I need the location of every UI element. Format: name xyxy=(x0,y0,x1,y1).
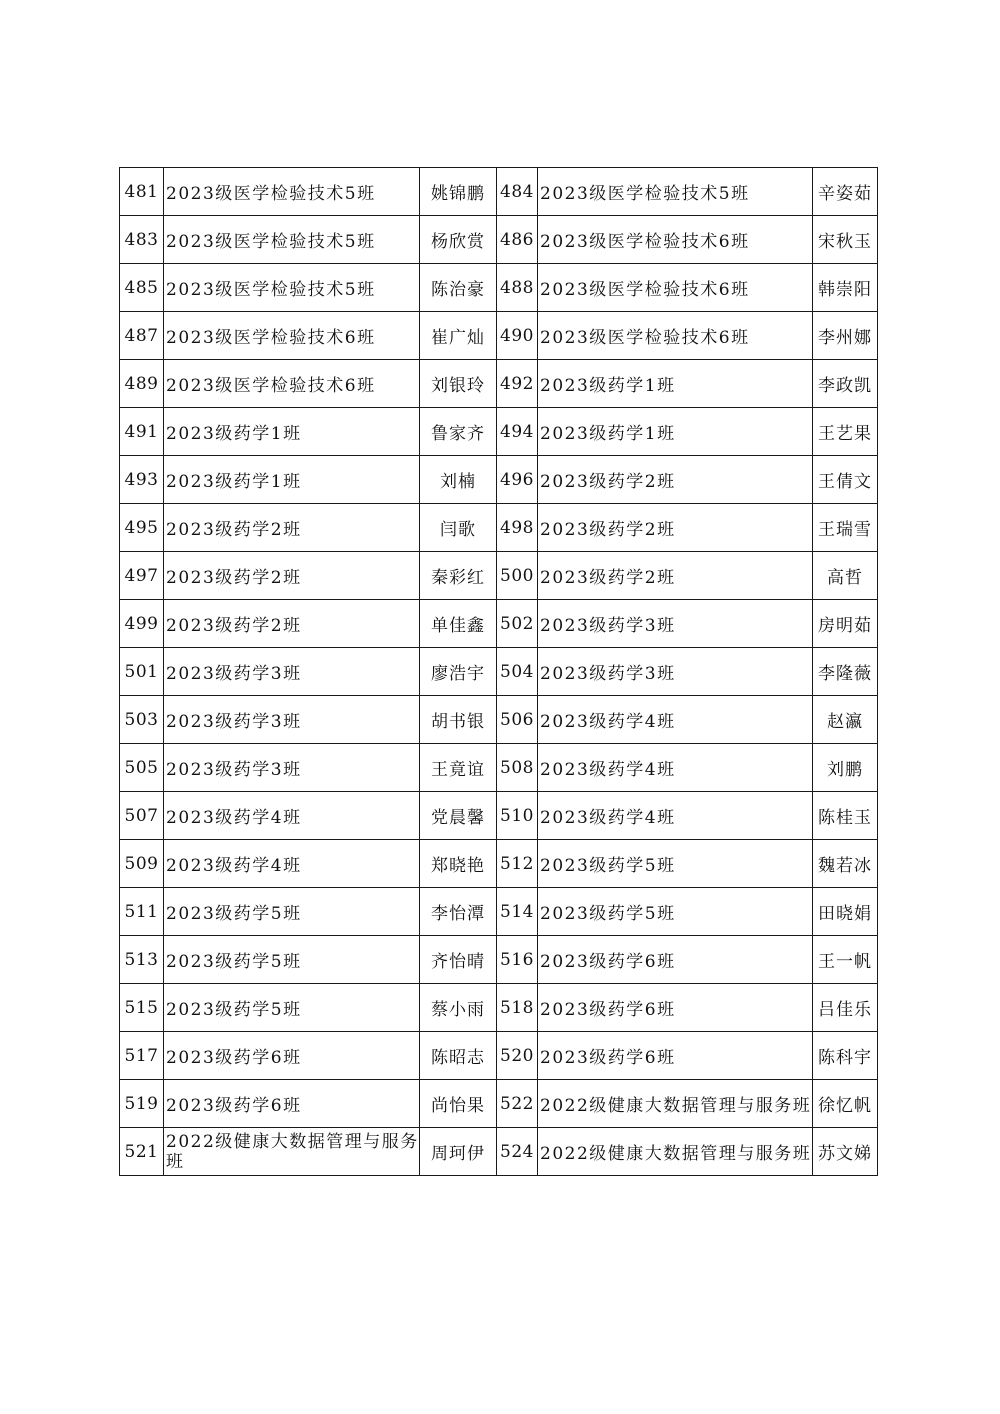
left-entry-number: 501 xyxy=(120,648,164,696)
left-entry-number: 499 xyxy=(120,600,164,648)
left-entry-number: 497 xyxy=(120,552,164,600)
right-entry-class: 2023级药学5班 xyxy=(538,888,813,936)
table-row xyxy=(120,504,878,552)
right-entry-class: 2023级药学2班 xyxy=(538,504,813,552)
left-entry-name: 党晨馨 xyxy=(420,792,497,840)
right-entry-class: 2023级药学2班 xyxy=(538,552,813,600)
right-entry-name: 徐忆帆 xyxy=(813,1080,878,1128)
right-entry-number: 514 xyxy=(497,888,538,936)
left-entry-class: 2023级医学检验技术5班 xyxy=(164,264,420,312)
table-row xyxy=(120,216,878,264)
table-row xyxy=(120,312,878,360)
right-entry-number: 492 xyxy=(497,360,538,408)
table-row xyxy=(120,1032,878,1080)
right-entry-name: 王倩文 xyxy=(813,456,878,504)
left-entry-name: 廖浩宇 xyxy=(420,648,497,696)
right-entry-number: 498 xyxy=(497,504,538,552)
left-entry-class: 2023级药学3班 xyxy=(164,744,420,792)
right-entry-name: 辛姿茹 xyxy=(813,168,878,216)
left-entry-name: 周珂伊 xyxy=(420,1128,497,1176)
right-entry-name: 李政凯 xyxy=(813,360,878,408)
right-entry-name: 陈桂玉 xyxy=(813,792,878,840)
left-entry-number: 483 xyxy=(120,216,164,264)
left-entry-name: 郑晓艳 xyxy=(420,840,497,888)
left-entry-number: 485 xyxy=(120,264,164,312)
left-entry-class: 2023级医学检验技术5班 xyxy=(164,168,420,216)
left-entry-name: 杨欣赏 xyxy=(420,216,497,264)
left-entry-class: 2023级药学5班 xyxy=(164,888,420,936)
left-entry-name: 崔广灿 xyxy=(420,312,497,360)
right-entry-class: 2022级健康大数据管理与服务班 xyxy=(538,1128,813,1176)
right-entry-name: 李州娜 xyxy=(813,312,878,360)
left-entry-number: 517 xyxy=(120,1032,164,1080)
left-entry-class: 2023级药学4班 xyxy=(164,792,420,840)
right-entry-class: 2023级药学6班 xyxy=(538,936,813,984)
table-row xyxy=(120,264,878,312)
left-entry-name: 单佳鑫 xyxy=(420,600,497,648)
right-entry-class: 2023级药学2班 xyxy=(538,456,813,504)
left-entry-class: 2022级健康大数据管理与服务班 xyxy=(164,1128,420,1176)
right-entry-number: 496 xyxy=(497,456,538,504)
left-entry-class: 2023级医学检验技术6班 xyxy=(164,360,420,408)
table-row xyxy=(120,408,878,456)
left-entry-name: 姚锦鹏 xyxy=(420,168,497,216)
roster-table xyxy=(119,167,878,1176)
left-entry-name: 闫歌 xyxy=(420,504,497,552)
right-entry-number: 516 xyxy=(497,936,538,984)
table-row xyxy=(120,840,878,888)
left-entry-class: 2023级药学2班 xyxy=(164,552,420,600)
left-entry-class: 2023级药学6班 xyxy=(164,1080,420,1128)
left-entry-number: 515 xyxy=(120,984,164,1032)
left-entry-name: 尚怡果 xyxy=(420,1080,497,1128)
left-entry-name: 陈昭志 xyxy=(420,1032,497,1080)
left-entry-name: 胡书银 xyxy=(420,696,497,744)
right-entry-name: 刘鹏 xyxy=(813,744,878,792)
left-entry-class: 2023级药学1班 xyxy=(164,408,420,456)
right-entry-number: 494 xyxy=(497,408,538,456)
left-entry-class: 2023级医学检验技术6班 xyxy=(164,312,420,360)
right-entry-number: 518 xyxy=(497,984,538,1032)
right-entry-class: 2023级药学4班 xyxy=(538,792,813,840)
right-entry-class: 2023级药学3班 xyxy=(538,648,813,696)
right-entry-number: 512 xyxy=(497,840,538,888)
left-entry-number: 511 xyxy=(120,888,164,936)
right-entry-name: 宋秋玉 xyxy=(813,216,878,264)
right-entry-number: 504 xyxy=(497,648,538,696)
right-entry-name: 王艺果 xyxy=(813,408,878,456)
right-entry-name: 田晓娟 xyxy=(813,888,878,936)
left-entry-name: 鲁家齐 xyxy=(420,408,497,456)
right-entry-class: 2023级医学检验技术6班 xyxy=(538,312,813,360)
right-entry-number: 486 xyxy=(497,216,538,264)
left-entry-class: 2023级药学3班 xyxy=(164,648,420,696)
table-row xyxy=(120,456,878,504)
left-entry-name: 蔡小雨 xyxy=(420,984,497,1032)
left-entry-number: 505 xyxy=(120,744,164,792)
right-entry-number: 488 xyxy=(497,264,538,312)
right-entry-name: 吕佳乐 xyxy=(813,984,878,1032)
right-entry-number: 508 xyxy=(497,744,538,792)
right-entry-class: 2023级药学4班 xyxy=(538,744,813,792)
right-entry-class: 2023级医学检验技术6班 xyxy=(538,264,813,312)
left-entry-number: 489 xyxy=(120,360,164,408)
left-entry-name: 秦彩红 xyxy=(420,552,497,600)
left-entry-class: 2023级药学1班 xyxy=(164,456,420,504)
right-entry-name: 苏文娣 xyxy=(813,1128,878,1176)
right-entry-class: 2023级医学检验技术6班 xyxy=(538,216,813,264)
left-entry-number: 503 xyxy=(120,696,164,744)
right-entry-name: 王一帆 xyxy=(813,936,878,984)
right-entry-number: 502 xyxy=(497,600,538,648)
table-row xyxy=(120,984,878,1032)
right-entry-class: 2023级药学6班 xyxy=(538,1032,813,1080)
left-entry-number: 495 xyxy=(120,504,164,552)
right-entry-class: 2023级药学6班 xyxy=(538,984,813,1032)
right-entry-number: 490 xyxy=(497,312,538,360)
table-row xyxy=(120,1128,878,1176)
right-entry-class: 2023级药学4班 xyxy=(538,696,813,744)
right-entry-number: 510 xyxy=(497,792,538,840)
right-entry-name: 魏若冰 xyxy=(813,840,878,888)
right-entry-class: 2023级药学1班 xyxy=(538,408,813,456)
table-row xyxy=(120,888,878,936)
left-entry-name: 李怡潭 xyxy=(420,888,497,936)
right-entry-number: 506 xyxy=(497,696,538,744)
left-entry-number: 513 xyxy=(120,936,164,984)
right-entry-name: 高哲 xyxy=(813,552,878,600)
right-entry-number: 520 xyxy=(497,1032,538,1080)
right-entry-name: 赵瀛 xyxy=(813,696,878,744)
right-entry-name: 王瑞雪 xyxy=(813,504,878,552)
table-row xyxy=(120,696,878,744)
left-entry-number: 507 xyxy=(120,792,164,840)
left-entry-number: 519 xyxy=(120,1080,164,1128)
table-row xyxy=(120,936,878,984)
table-row xyxy=(120,648,878,696)
table-row xyxy=(120,600,878,648)
table-row xyxy=(120,168,878,216)
left-entry-class: 2023级药学2班 xyxy=(164,504,420,552)
right-entry-class: 2023级药学5班 xyxy=(538,840,813,888)
left-entry-name: 王竟谊 xyxy=(420,744,497,792)
left-entry-class: 2023级医学检验技术5班 xyxy=(164,216,420,264)
table-row xyxy=(120,1080,878,1128)
right-entry-name: 房明茹 xyxy=(813,600,878,648)
left-entry-class: 2023级药学5班 xyxy=(164,936,420,984)
table-row xyxy=(120,792,878,840)
left-entry-name: 陈治豪 xyxy=(420,264,497,312)
roster-table-body xyxy=(120,168,878,1176)
left-entry-number: 493 xyxy=(120,456,164,504)
right-entry-name: 陈科宇 xyxy=(813,1032,878,1080)
right-entry-number: 484 xyxy=(497,168,538,216)
right-entry-name: 韩崇阳 xyxy=(813,264,878,312)
table-row xyxy=(120,744,878,792)
left-entry-name: 刘楠 xyxy=(420,456,497,504)
right-entry-name: 李隆薇 xyxy=(813,648,878,696)
table-row xyxy=(120,552,878,600)
left-entry-number: 521 xyxy=(120,1128,164,1176)
right-entry-number: 524 xyxy=(497,1128,538,1176)
right-entry-class: 2023级医学检验技术5班 xyxy=(538,168,813,216)
left-entry-class: 2023级药学2班 xyxy=(164,600,420,648)
right-entry-class: 2022级健康大数据管理与服务班 xyxy=(538,1080,813,1128)
left-entry-class: 2023级药学4班 xyxy=(164,840,420,888)
right-entry-number: 500 xyxy=(497,552,538,600)
left-entry-name: 齐怡晴 xyxy=(420,936,497,984)
left-entry-number: 487 xyxy=(120,312,164,360)
left-entry-number: 509 xyxy=(120,840,164,888)
left-entry-number: 481 xyxy=(120,168,164,216)
left-entry-class: 2023级药学3班 xyxy=(164,696,420,744)
left-entry-number: 491 xyxy=(120,408,164,456)
table-row xyxy=(120,360,878,408)
right-entry-class: 2023级药学3班 xyxy=(538,600,813,648)
left-entry-class: 2023级药学6班 xyxy=(164,1032,420,1080)
right-entry-class: 2023级药学1班 xyxy=(538,360,813,408)
right-entry-number: 522 xyxy=(497,1080,538,1128)
left-entry-class: 2023级药学5班 xyxy=(164,984,420,1032)
left-entry-name: 刘银玲 xyxy=(420,360,497,408)
